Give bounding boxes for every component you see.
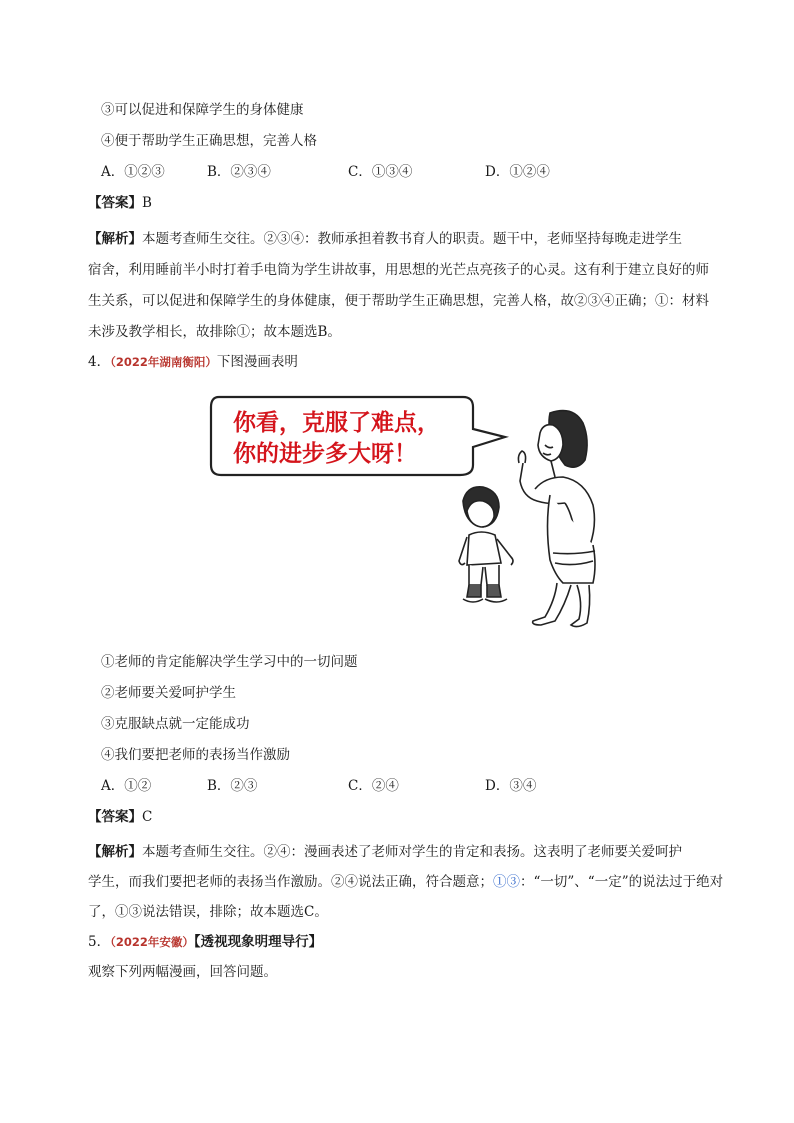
- q3-option-b: B．②③④: [207, 164, 271, 180]
- q4-analysis-highlight: ①③: [493, 874, 520, 890]
- q5-source: （2022年安徽）: [110, 935, 194, 949]
- q3-options: [101, 162, 661, 182]
- q5-stem: 观察下列两幅漫画，回答问题。: [88, 964, 277, 980]
- q4-answer: [88, 807, 152, 827]
- q4-analysis-line-1: 【解析】本题考查师生交往。②④：漫画表述了老师对学生的肯定和表扬。这表明了老师要关爱呵护: [88, 844, 682, 860]
- q3-analysis-line-2: 宿舍，利用睡前半小时打着手电筒为学生讲故事，用思想的光芒点亮孩子的心灵。这有利于建立良好的师: [88, 262, 709, 278]
- q3-analysis-tag: 【解析】: [88, 231, 142, 247]
- q3-option-a: A．①②③: [101, 164, 165, 180]
- q4-answer-value: C: [142, 809, 153, 825]
- q4-number: 4．: [88, 354, 111, 370]
- q4-options: [101, 776, 661, 796]
- teacher-figure: [518, 411, 595, 627]
- q3-answer-tag: 【答案】: [88, 195, 142, 211]
- q4-option-b: B．②③: [207, 778, 258, 794]
- q4-statement-2: ②老师要关爱呵护学生: [101, 685, 236, 701]
- q4-stem: 下图漫画表明: [216, 354, 298, 370]
- q4-answer-tag: 【答案】: [88, 809, 142, 825]
- q3-statement-4: ④便于帮助学生正确思想，完善人格: [101, 133, 317, 149]
- q3-option-c: C．①③④: [348, 164, 413, 180]
- q4-source: （2022年湖南衡阳）: [110, 355, 217, 369]
- q3-analysis-line-1: 【解析】本题考查师生交往。②③④：教师承担着教书育人的职责。题干中，老师坚持每晚走进学生: [88, 231, 682, 247]
- q3-answer-value: B: [142, 195, 152, 211]
- q3-option-d: D．①②④: [485, 164, 550, 180]
- q3-analysis-line-4: 未涉及教学相长，故排除①；故本题选B。: [88, 324, 341, 340]
- bubble-line-1: 你看，克服了难点，: [233, 410, 440, 436]
- q3-analysis-line-3: 生关系，可以促进和保障学生的身体健康，便于帮助学生正确思想，完善人格，故②③④正确；①：材料: [88, 293, 709, 309]
- q4-option-d: D．③④: [485, 778, 537, 794]
- q4-header: [88, 352, 298, 372]
- q4-analysis-tag: 【解析】: [88, 844, 142, 860]
- q5-tag: 【透视现象明理导行】: [193, 934, 323, 950]
- q4-analysis-line-3: 了，①③说法错误，排除；故本题选C。: [88, 904, 328, 920]
- q3-answer: [88, 193, 152, 213]
- comic-illustration: [205, 385, 620, 640]
- q3-statement-3: ③可以促进和保障学生的身体健康: [101, 102, 304, 118]
- q4-option-a: A．①②: [101, 778, 152, 794]
- q4-statement-3: ③克服缺点就一定能成功: [101, 716, 250, 732]
- child-figure: [459, 487, 513, 602]
- bubble-line-2: 你的进步多大呀！: [233, 441, 417, 467]
- q5-header: [88, 932, 322, 952]
- q4-option-c: C．②④: [348, 778, 399, 794]
- q4-analysis-line-2: 学生，而我们要把老师的表扬当作激励。②④说法正确，符合题意；①③：“一切”、“一定”的说法过于绝对: [88, 874, 724, 890]
- q5-number: 5．: [88, 934, 111, 950]
- q4-statement-4: ④我们要把老师的表扬当作激励: [101, 747, 290, 763]
- q4-statement-1: ①老师的肯定能解决学生学习中的一切问题: [101, 654, 358, 670]
